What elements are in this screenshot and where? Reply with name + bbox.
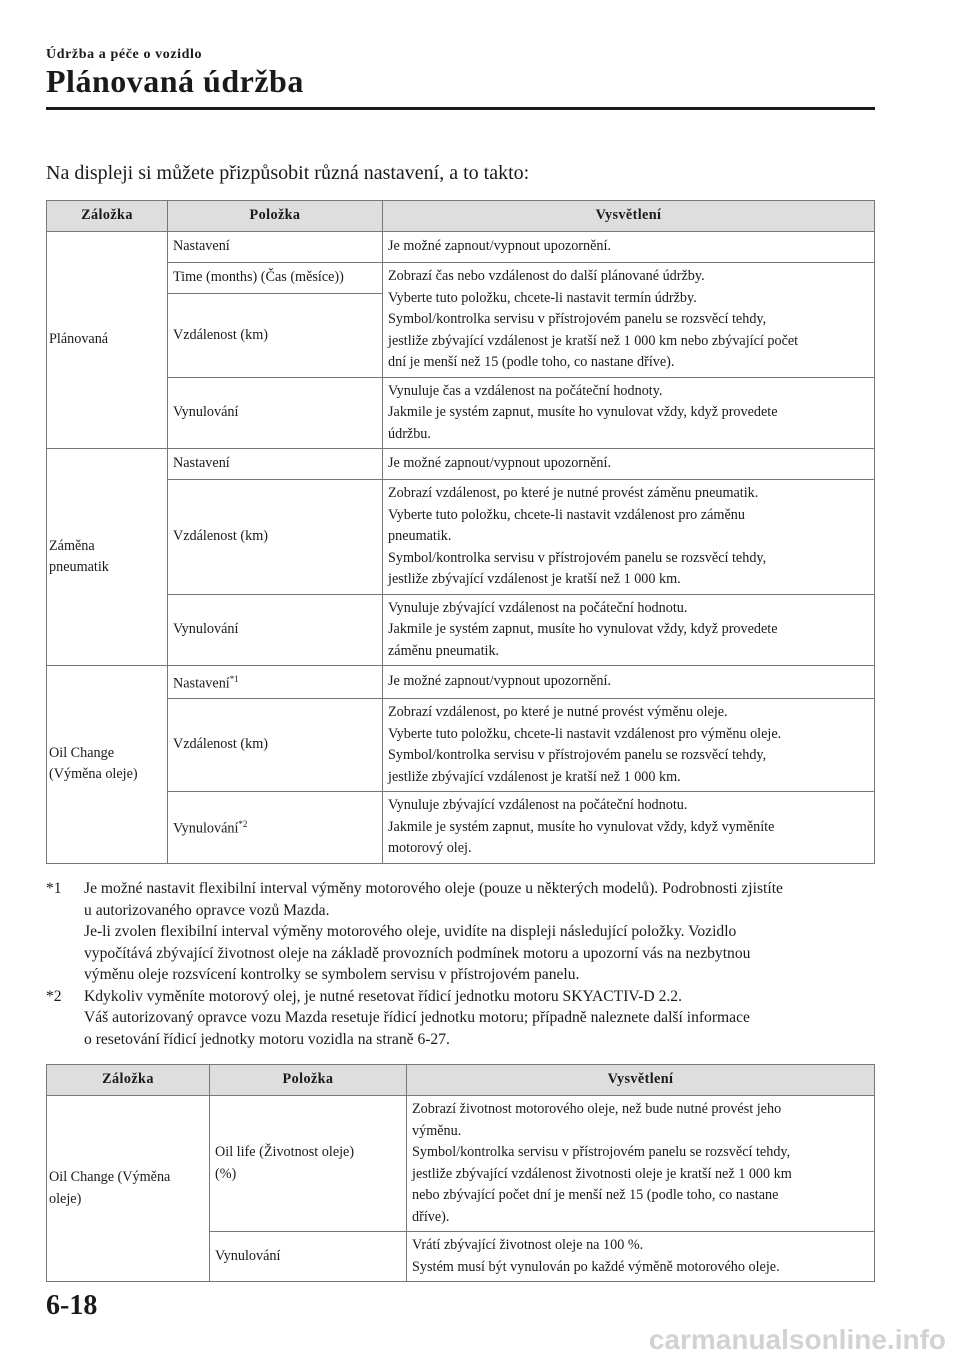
table-row bbox=[47, 594, 875, 666]
settings-table bbox=[46, 200, 875, 864]
explanation-cell bbox=[383, 480, 875, 595]
footnote-mark: *1 bbox=[46, 880, 62, 897]
explanation-line: Zobrazí vzdálenost, po které je nutné provést výměnu oleje. bbox=[388, 704, 728, 721]
item-cell bbox=[210, 1096, 407, 1232]
table-row bbox=[47, 449, 875, 480]
item-cell bbox=[168, 666, 383, 699]
item-label: (%) bbox=[215, 1165, 237, 1182]
table-header-row bbox=[47, 201, 875, 232]
category-cell bbox=[47, 666, 168, 864]
explanation-line: Jakmile je systém zapnut, musíte ho vynulovat vždy, když vyměníte bbox=[388, 818, 775, 835]
footnote-paragraph bbox=[84, 986, 886, 1008]
explanation-line: Vynuluje zbývající vzdálenost na počáteční hodnotu. bbox=[388, 599, 688, 616]
table-row bbox=[47, 263, 875, 294]
explanation-cell bbox=[407, 1096, 875, 1232]
explanation-line: pneumatik. bbox=[388, 528, 452, 544]
footnotes bbox=[46, 878, 886, 1050]
column-header: Vysvětlení bbox=[383, 201, 875, 232]
item-cell bbox=[168, 263, 383, 294]
explanation-line: Zobrazí vzdálenost, po které je nutné provést záměnu pneumatik. bbox=[388, 485, 759, 501]
explanation-line: Vyberte tuto položku, chcete-li nastavit vzdálenost pro záměnu bbox=[388, 506, 745, 523]
footnote-line: Kdykoliv vyměníte motorový olej, je nutné resetovat řídicí jednotku motoru SKYACTIV-D 2.2. bbox=[84, 987, 682, 1005]
item-label: Vynulování bbox=[173, 404, 239, 420]
table-row bbox=[47, 792, 875, 864]
explanation-cell bbox=[383, 263, 875, 378]
explanation-line: motorový olej. bbox=[388, 840, 472, 857]
title-rule bbox=[46, 107, 875, 110]
table-row bbox=[47, 480, 875, 595]
explanation-line: dříve). bbox=[412, 1208, 450, 1225]
explanation-line: výměnu. bbox=[412, 1122, 462, 1139]
explanation-line: Zobrazí čas nebo vzdálenost do další plánované údržby. bbox=[388, 268, 705, 284]
table-row bbox=[47, 377, 875, 449]
explanation-line: Vynuluje čas a vzdálenost na počáteční hodnoty. bbox=[388, 382, 663, 399]
explanation-line: Zobrazí životnost motorového oleje, než bude nutné provést jeho bbox=[412, 1101, 782, 1117]
explanation-line: Je možné zapnout/vypnout upozornění. bbox=[388, 238, 612, 255]
column-header: Vysvětlení bbox=[407, 1065, 875, 1096]
column-header: Položka bbox=[210, 1065, 407, 1096]
item-cell bbox=[168, 792, 383, 864]
footnote-paragraph bbox=[84, 921, 886, 986]
item-label: Vzdálenost (km) bbox=[173, 528, 268, 544]
oil-life-table bbox=[46, 1064, 875, 1282]
category-label: Plánovaná bbox=[49, 331, 109, 348]
item-cell bbox=[168, 699, 383, 792]
item-cell bbox=[168, 232, 383, 263]
category-label: pneumatik bbox=[49, 559, 109, 575]
item-label: Vzdálenost (km) bbox=[173, 736, 268, 753]
footnote-line: Je možné nastavit flexibilní interval výměny motorového oleje (pouze u některých modelů). Podrobnosti zjistíte bbox=[84, 880, 783, 897]
footnote-mark: *2 bbox=[46, 987, 62, 1005]
footnote-line: u autorizovaného opravce vozů Mazda. bbox=[84, 901, 330, 919]
explanation-cell bbox=[383, 594, 875, 666]
explanation-line: Vyberte tuto položku, chcete-li nastavit vzdálenost pro výměnu oleje. bbox=[388, 725, 782, 742]
explanation-line: údržbu. bbox=[388, 425, 431, 442]
footnote bbox=[46, 878, 886, 986]
item-label: Nastavení bbox=[173, 675, 230, 692]
footnote-ref: *2 bbox=[238, 819, 248, 830]
footnote-line: Je-li zvolen flexibilní interval výměny motorového oleje, uvidíte na displeji následující položky. Vozidlo bbox=[84, 923, 737, 940]
item-label: Vynulování bbox=[173, 621, 239, 637]
explanation-line: dní je menší než 15 (podle toho, co nastane dříve). bbox=[388, 354, 675, 370]
category-cell bbox=[47, 232, 168, 449]
item-label: Vzdálenost (km) bbox=[173, 326, 268, 343]
explanation-line: Jakmile je systém zapnut, musíte ho vynulovat vždy, když provedete bbox=[388, 404, 778, 420]
table-row bbox=[47, 232, 875, 263]
page-title: Plánovaná údržba bbox=[46, 63, 304, 99]
explanation-line: Vrátí zbývající životnost oleje na 100 %. bbox=[412, 1237, 644, 1253]
footnote-line: Váš autorizovaný opravce vozu Mazda resetuje řídicí jednotku motoru; případně naleznete další informace bbox=[84, 1009, 750, 1026]
explanation-line: Vynuluje zbývající vzdálenost na počáteční hodnotu. bbox=[388, 797, 688, 814]
explanation-cell bbox=[383, 792, 875, 864]
item-cell bbox=[168, 594, 383, 666]
page-number: 6-18 bbox=[46, 1290, 98, 1321]
explanation-cell bbox=[383, 666, 875, 699]
category-label: Oil Change bbox=[49, 744, 115, 761]
footnote bbox=[46, 986, 886, 1051]
table-row bbox=[47, 666, 875, 699]
section-label: Údržba a péče o vozidlo bbox=[46, 47, 203, 62]
category-label: Záměna bbox=[49, 537, 95, 554]
footnote-paragraph bbox=[84, 1007, 886, 1050]
category-cell bbox=[47, 1096, 210, 1282]
explanation-line: Je možné zapnout/vypnout upozornění. bbox=[388, 455, 612, 472]
footnote-line: výměnu oleje rozsvícení kontrolky se symbolem servisu v přístrojovém panelu. bbox=[84, 966, 580, 983]
explanation-line: záměnu pneumatik. bbox=[388, 642, 500, 659]
footnote-line: vypočítává zbývající životnost oleje na základě provozních podmínek motoru a upozorní vás na nezbytnou bbox=[84, 944, 751, 962]
item-cell bbox=[168, 377, 383, 449]
explanation-line: Jakmile je systém zapnut, musíte ho vynulovat vždy, když provedete bbox=[388, 621, 778, 637]
category-label: (Výměna oleje) bbox=[49, 766, 138, 783]
explanation-line: nebo zbývající počet dní je menší než 15 (podle toho, co nastane bbox=[412, 1187, 779, 1203]
item-label: Nastavení bbox=[173, 238, 230, 255]
table-row bbox=[47, 1096, 875, 1232]
explanation-line: jestliže zbývající vzdálenost životnosti oleje je kratší než 1 000 km bbox=[412, 1165, 792, 1182]
footnote-line: o resetování řídicí jednotky motoru vozidla na straně 6-27. bbox=[84, 1030, 450, 1048]
explanation-line: Symbol/kontrolka servisu v přístrojovém panelu se rozsvěcí tehdy, bbox=[388, 747, 767, 764]
item-label: Vynulování bbox=[215, 1247, 281, 1264]
item-cell bbox=[210, 1232, 407, 1282]
explanation-line: Vyberte tuto položku, chcete-li nastavit termín údržby. bbox=[388, 289, 697, 306]
item-label: Oil life (Životnost oleje) bbox=[215, 1144, 355, 1160]
explanation-cell bbox=[383, 232, 875, 263]
intro-text: Na displeji si můžete přizpůsobit různá nastavení, a to takto: bbox=[46, 162, 530, 184]
explanation-cell bbox=[383, 377, 875, 449]
category-label: Oil Change (Výměna bbox=[49, 1169, 171, 1185]
explanation-line: jestliže zbývající vzdálenost je kratší než 1 000 km nebo zbývající počet bbox=[388, 332, 799, 349]
item-label: Vynulování bbox=[173, 821, 239, 838]
column-header: Položka bbox=[168, 201, 383, 232]
explanation-cell bbox=[383, 699, 875, 792]
item-cell bbox=[168, 294, 383, 377]
explanation-line: Symbol/kontrolka servisu v přístrojovém panelu se rozsvěcí tehdy, bbox=[388, 549, 767, 566]
category-cell bbox=[47, 449, 168, 666]
table-row bbox=[47, 699, 875, 792]
footnote-paragraph bbox=[84, 878, 886, 921]
footnote-ref: *1 bbox=[229, 674, 239, 684]
watermark: carmanualsonline.info bbox=[648, 1324, 946, 1355]
explanation-cell bbox=[407, 1232, 875, 1282]
item-label: Time (months) (Čas (měsíce)) bbox=[173, 269, 344, 286]
explanation-line: Symbol/kontrolka servisu v přístrojovém panelu se rozsvěcí tehdy, bbox=[388, 311, 767, 327]
column-header: Záložka bbox=[47, 1065, 210, 1096]
explanation-line: jestliže zbývající vzdálenost je kratší než 1 000 km. bbox=[388, 768, 681, 785]
category-label: oleje) bbox=[49, 1190, 82, 1207]
item-cell bbox=[168, 449, 383, 480]
explanation-line: Je možné zapnout/vypnout upozornění. bbox=[388, 673, 612, 690]
item-cell bbox=[168, 480, 383, 595]
explanation-cell bbox=[383, 449, 875, 480]
explanation-line: jestliže zbývající vzdálenost je kratší než 1 000 km. bbox=[388, 571, 681, 587]
column-header: Záložka bbox=[47, 201, 168, 232]
explanation-line: Systém musí být vynulován po každé výměně motorového oleje. bbox=[412, 1258, 780, 1275]
item-label: Nastavení bbox=[173, 455, 230, 472]
explanation-line: Symbol/kontrolka servisu v přístrojovém panelu se rozsvěcí tehdy, bbox=[412, 1144, 791, 1160]
table-header-row bbox=[47, 1065, 875, 1096]
